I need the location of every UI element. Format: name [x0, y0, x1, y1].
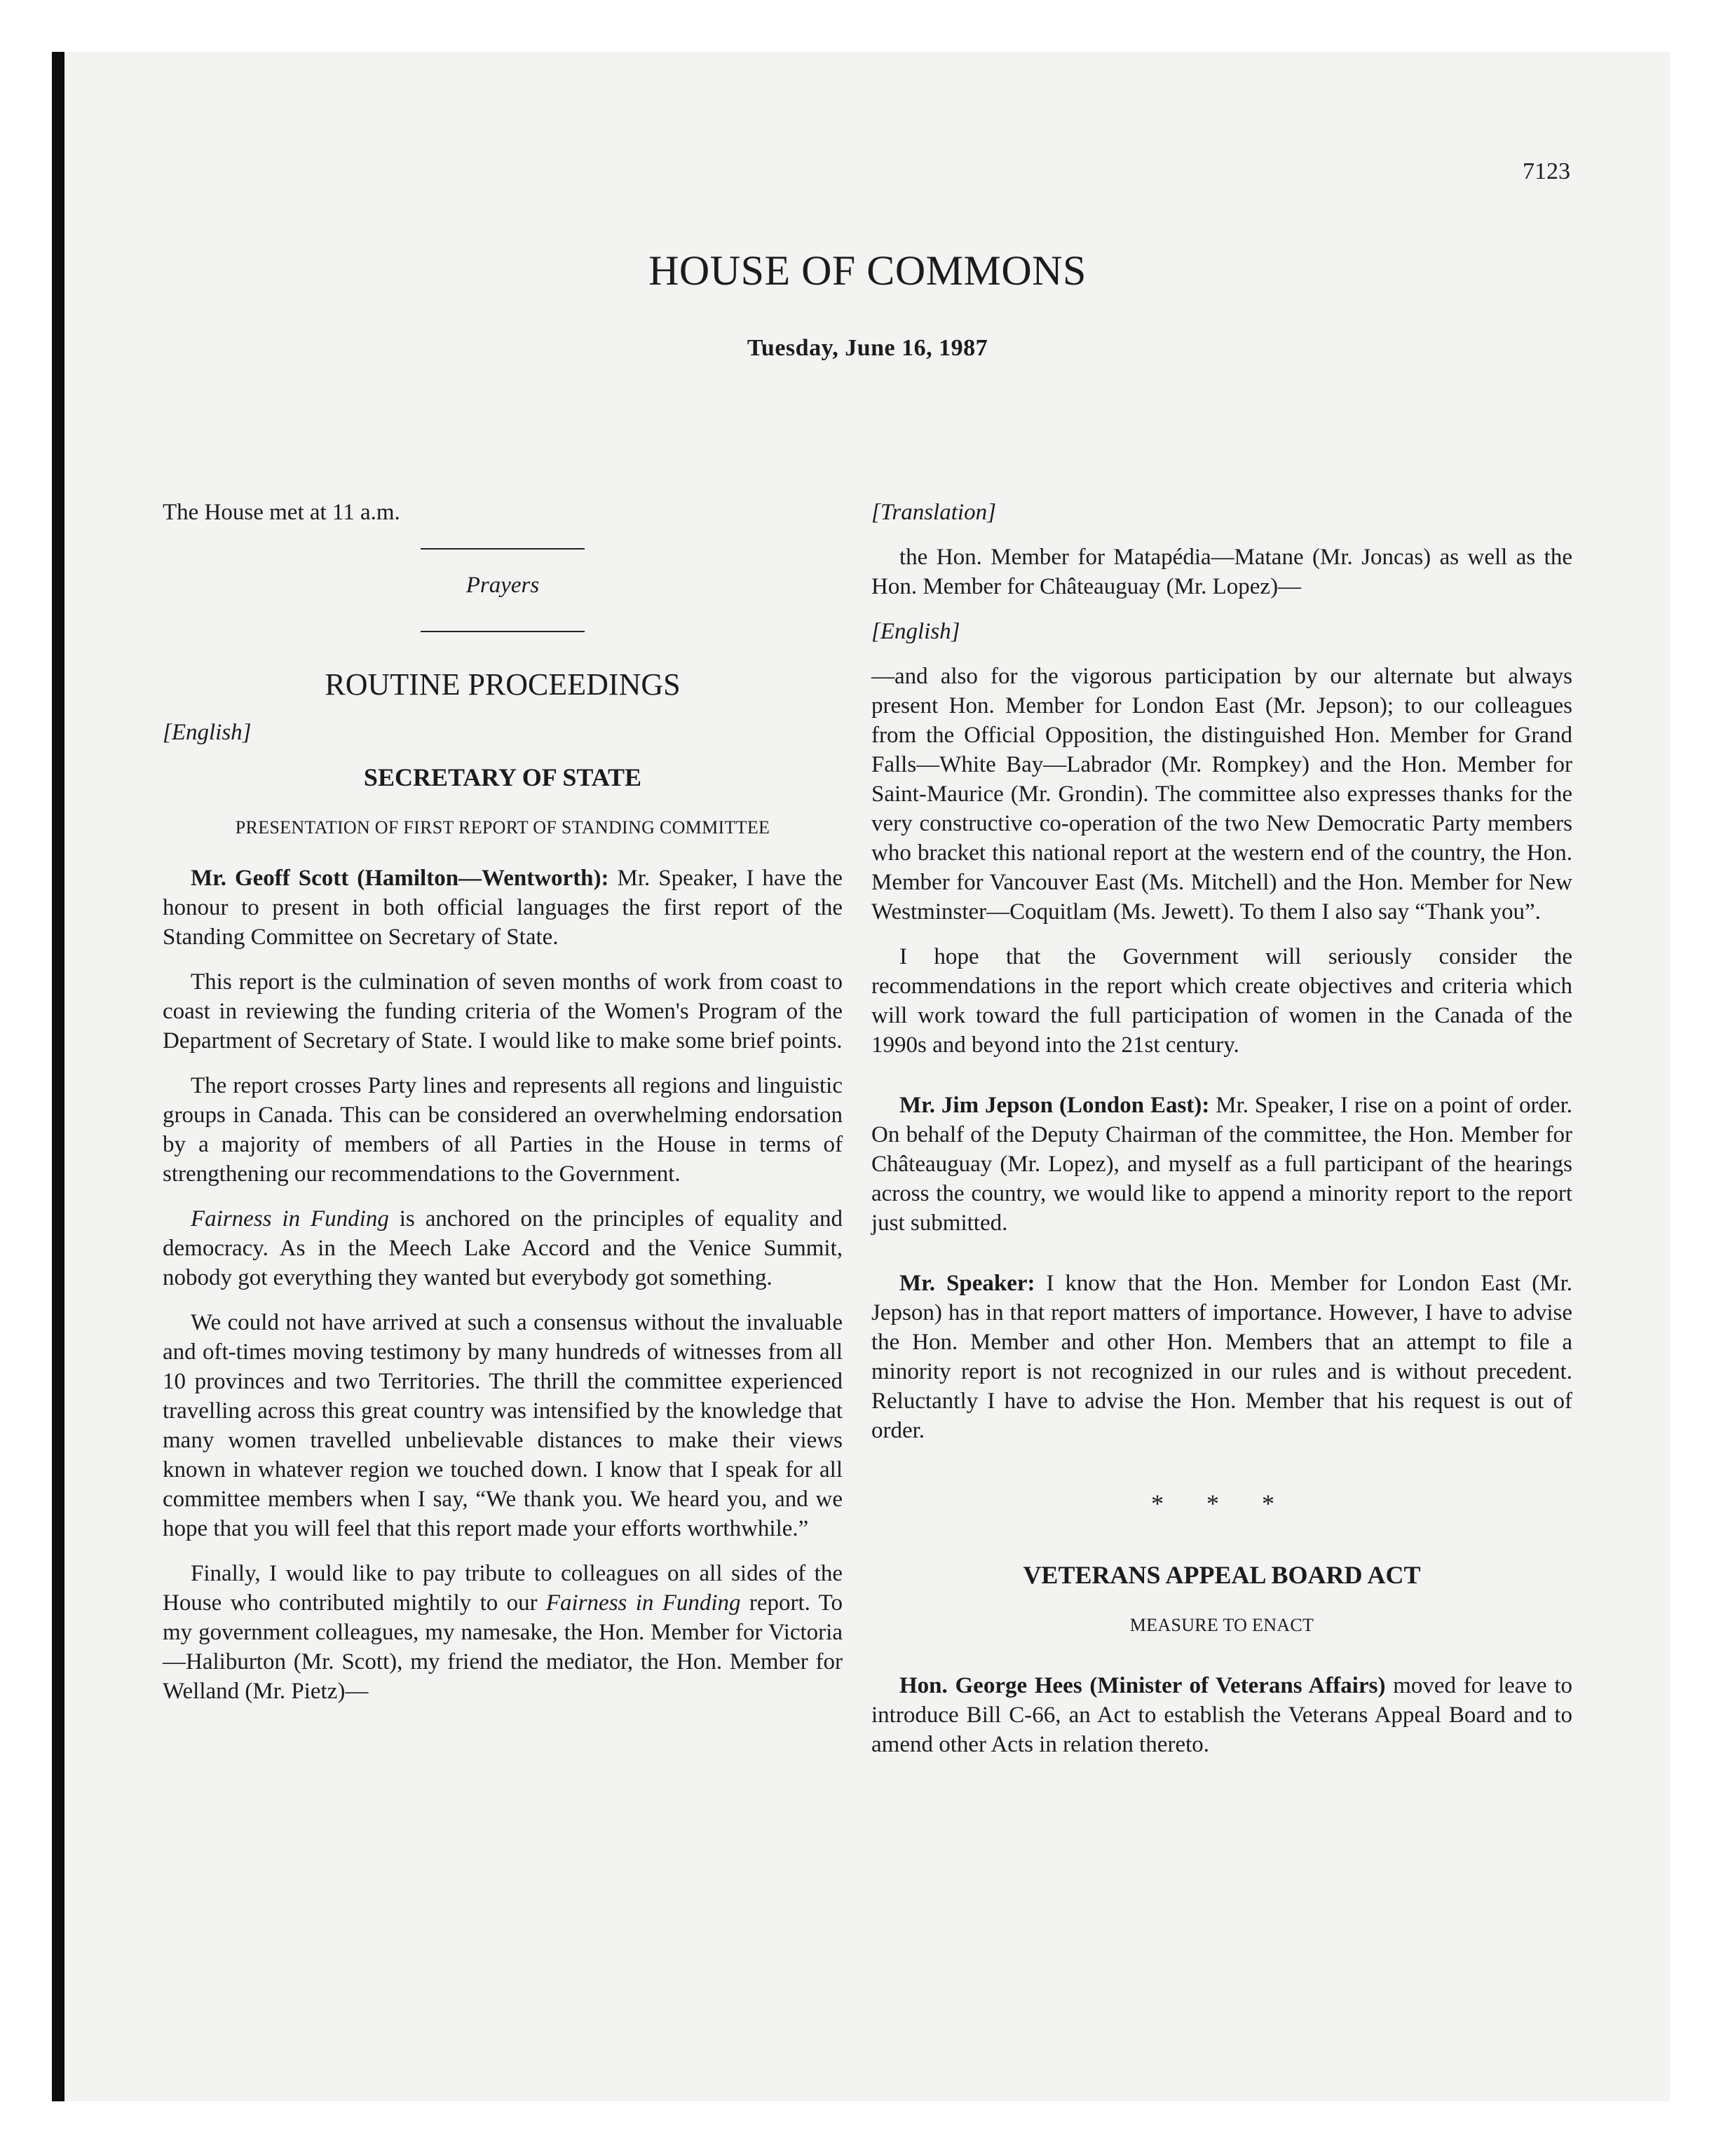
speaker-name: Hon. George Hees (Minister of Veterans Affairs)	[899, 1673, 1386, 1698]
divider	[421, 548, 585, 550]
speaker-name: Mr. Speaker:	[899, 1271, 1035, 1296]
routine-proceedings-heading: ROUTINE PROCEEDINGS	[325, 667, 681, 702]
jepson-point-of-order: Mr. Jim Jepson (London East): Mr. Speaker, I rise on a point of order. On behalf of the Deputy Chairman of the committee, the Hon. Member for Châteauguay (Mr. Lopez), and myself as a full participant of the hearings across the country, we would like to append a minority report to the report just submitted.	[871, 1093, 1573, 1236]
speaker-name: Mr. Geoff Scott (Hamilton—Wentworth):	[191, 866, 609, 891]
speaker-name: Mr. Jim Jepson (London East):	[899, 1093, 1210, 1118]
report-title: Fairness in Funding	[191, 1206, 389, 1231]
scott-speech-1: Mr. Geoff Scott (Hamilton—Wentworth): Mr. Speaker, I have the honour to present in both official languages the first report of the Standing Committee on Secretary of State.	[163, 866, 843, 950]
hees-motion: Hon. George Hees (Minister of Veterans Affairs) moved for leave to introduce Bill C-66, an Act to establish the Veterans Appeal Board and to amend other Acts in relation thereto.	[871, 1673, 1572, 1757]
scott-speech-5: We could not have arrived at such a consensus without the invaluable and oft-times moving testimony by many hundreds of witnesses from all 10 provinces and two Territories. The thrill the committee experienced travelling across this great country was intensified by the knowledge that many women travelled unbelievable distances to make their views known in whatever region we touched down. I know that I speak for all committee members when I say, “We thank you. We heard you, and we hope that you will feel that this report made your efforts worthwhile.”	[163, 1310, 843, 1541]
presentation-caption: PRESENTATION OF FIRST REPORT OF STANDING COMMITTEE	[235, 817, 770, 838]
veterans-appeal-board-heading: VETERANS APPEAL BOARD ACT	[1023, 1561, 1421, 1589]
left-column	[163, 498, 843, 1721]
page-title: HOUSE OF COMMONS	[648, 247, 1087, 294]
scott-speech-2: This report is the culmination of seven months of work from coast to coast in reviewing the funding criteria of the Women's Program of the Department of Secretary of State. I would like to make some brief points.	[163, 969, 843, 1053]
sitting-date: Tuesday, June 16, 1987	[747, 335, 988, 361]
prayers-label: Prayers	[465, 573, 540, 598]
scott-speech-continued: —and also for the vigorous participation by our alternate but always present Hon. Member for London East (Mr. Jepson); to our colleagues from the Official Opposition, the distinguished Hon. Member for Grand Falls—White Bay—Labrador (Mr. Rompkey) and the Hon. Member for Saint-Maurice (Mr. Grondin). The committee also expresses thanks for the very constructive co-operation of the two New Democratic Party members who bracket this national report at the western end of the country, the Hon. Member for Vancouver East (Ms. Mitchell) and the Hon. Member for New Westminster—Coquitlam (Ms. Jewett). To them I also say “Thank you”.	[871, 664, 1572, 925]
language-tag-translation: [Translation]	[871, 500, 996, 525]
measure-caption: MEASURE TO ENACT	[1129, 1615, 1314, 1635]
scott-speech-3: The report crosses Party lines and represents all regions and linguistic groups in Canada. This can be considered an overwhelming endorsation by a majority of members of all Parties in the House in terms of strengthening our recommendations to the Government.	[163, 1073, 843, 1187]
language-tag-english: [English]	[163, 720, 252, 745]
scott-speech-6: Finally, I would like to pay tribute to colleagues on all sides of the House who contributed mightily to our Fairness in Funding report. To my government colleagues, my namesake, the Hon. Member for Victoria—Haliburton (Mr. Scott), my friend the mediator, the Hon. Member for Welland (Mr. Pietz)—	[163, 1561, 843, 1704]
section-separator: * * *	[1151, 1489, 1293, 1517]
divider	[421, 631, 585, 632]
sitting-opened: The House met at 11 a.m.	[163, 500, 400, 525]
report-title: Fairness in Funding	[545, 1590, 741, 1616]
scott-speech-4: Fairness in Funding is anchored on the principles of equality and democracy. As in the Meech Lake Accord and the Venice Summit, nobody got everything they wanted but everybody got something.	[163, 1206, 843, 1290]
language-tag-english: [English]	[871, 619, 960, 644]
right-column	[871, 498, 1572, 1775]
speaker-ruling: Mr. Speaker: I know that the Hon. Member for London East (Mr. Jepson) has in that report matters of importance. However, I have to advise the Hon. Member and other Hon. Members that an attempt to file a minority report is not recognized in our rules and is without precedent. Reluctantly I have to advise the Hon. Member that his request is out of order.	[871, 1271, 1572, 1443]
secretary-of-state-heading: SECRETARY OF STATE	[363, 763, 642, 791]
scott-speech-closing: I hope that the Government will seriously consider the recommendations in the report which create objectives and criteria which will work toward the full participation of women in the Canada of the 1990s and beyond into the 21st century.	[871, 944, 1572, 1058]
translated-passage: the Hon. Member for Matapédia—Matane (Mr. Joncas) as well as the Hon. Member for Châteauguay (Mr. Lopez)—	[871, 545, 1572, 599]
page-number: 7123	[1523, 158, 1570, 184]
